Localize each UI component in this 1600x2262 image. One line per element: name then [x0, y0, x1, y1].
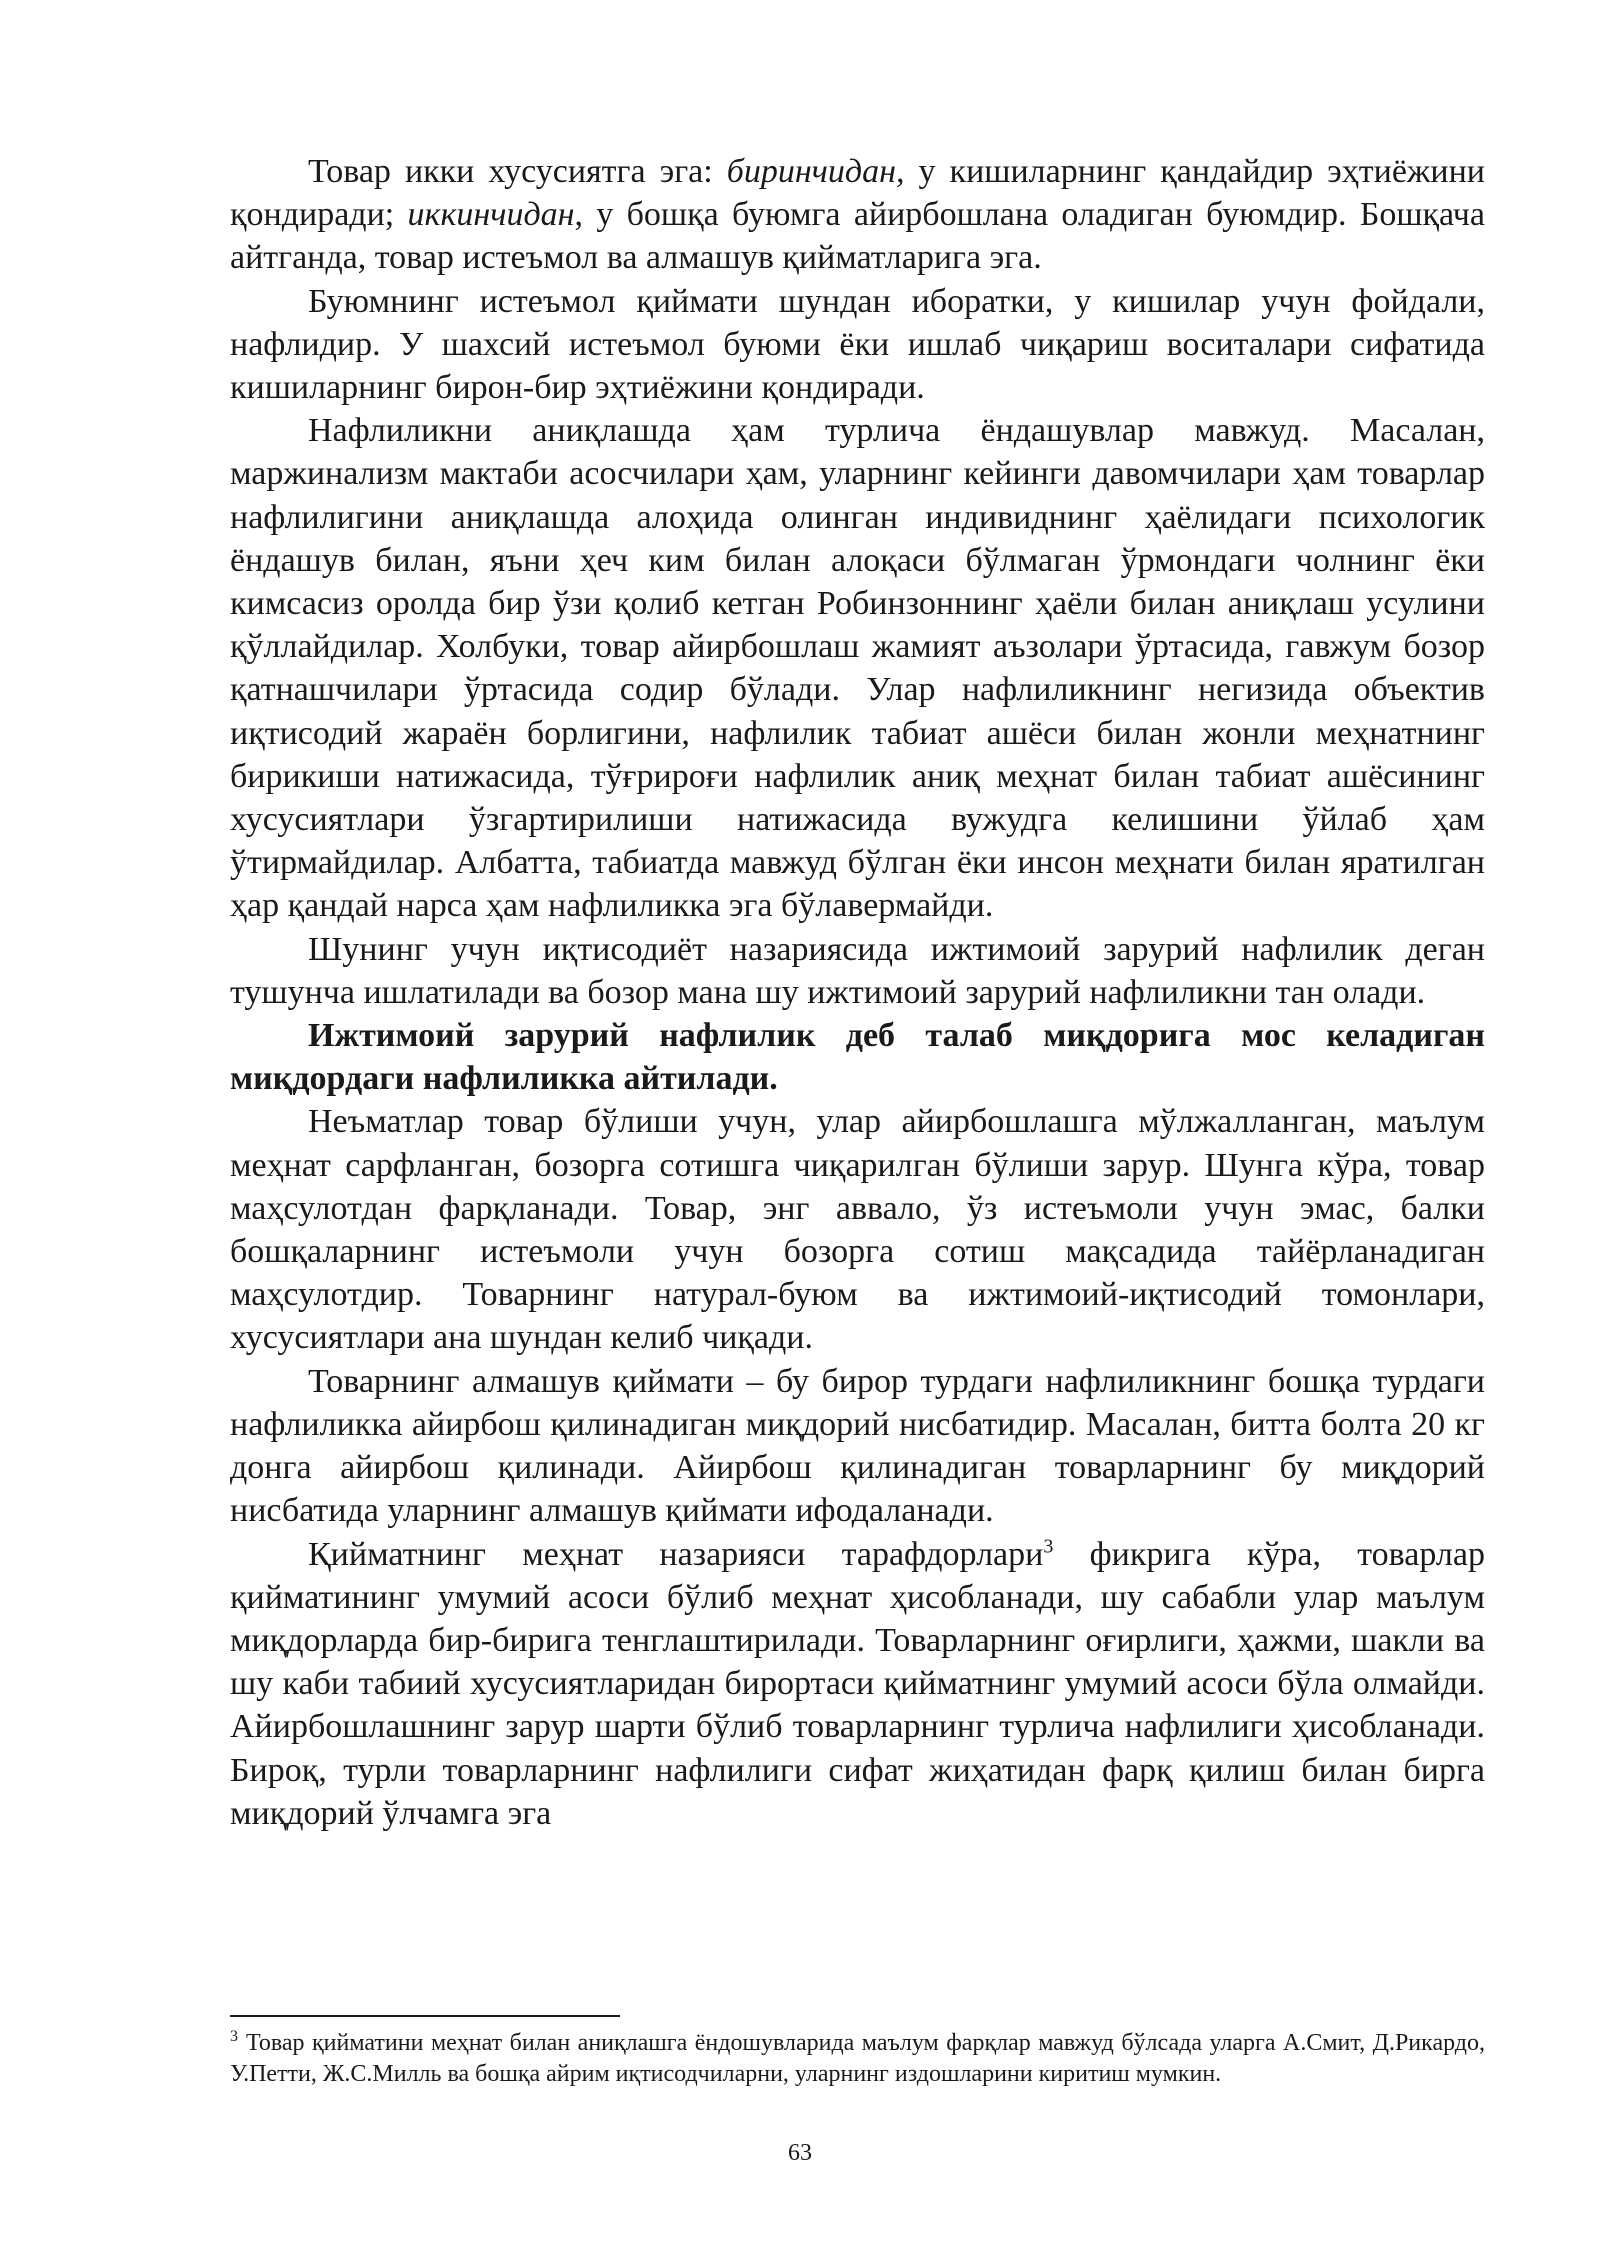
paragraph-8-part-b: фикрига кўра, товарлар қийматининг умумий асоси бўлиб меҳнат ҳисобланади, шу сабабли улар маълум миқдорларда бир-бирига тенглаштирилади. Товарларнинг оғирлиги, ҳажми, шакли ва шу каби табиий хусусиятларидан бирортаси қийматнинг умумий асоси бўла олмайди. Айирбошлашнинг зарур шарти бўлиб товарларнинг турлича нафлилиги ҳисобланади. Бироқ, турли товарларнинг нафлилиги сифат жиҳатидан фарқ қилиш билан бирга миқдорий ўлчамга эга [230, 1535, 1485, 1832]
paragraph-1-italic-first: биринчидан, [726, 153, 905, 190]
footnote-marker: 3 [230, 2028, 238, 2045]
definition-bold: Ижтимоий зарурий нафлилик деб талаб миқдорига мос келадиган миқдордаги нафлиликка айтилади. [230, 1017, 1485, 1098]
paragraph-8-part-a: Қийматнинг меҳнат назарияси тарафдорлари [308, 1535, 1044, 1573]
paragraph-4: Шунинг учун иқтисодиёт назариясида ижтимоий зарурий нафлилик деган тушунча ишлатилади ва бозор мана шу ижтимоий зарурий нафлиликни тан олади. [230, 930, 1485, 1011]
paragraph-1 [230, 150, 1485, 280]
page-number: 63 [788, 2140, 812, 2166]
paragraph-1-part-c: у кишиларнинг қандайдир эҳтиёжини қондиради; [230, 153, 1485, 234]
paragraph-1-part-a: Товар икки хусусиятга эга: [308, 153, 727, 190]
paragraph-2: Буюмнинг истеъмол қиймати шундан иборатки, у кишилар учун фойдали, нафлидир. У шахсий истеъмол буюми ёки ишлаб чиқариш воситалари сифатида кишиларнинг бирон-бир эҳтиёжини қондиради. [230, 282, 1485, 407]
footnote-text: Товар қийматини меҳнат билан аниқлашга ёндошувларида маълум фарқлар мавжуд бўлсада уларга А.Смит, Д.Рикардо, У.Петти, Ж.С.Милль ва бошқа айрим иқтисодчиларни, уларнинг издошларини киритиш мумкин. [230, 2030, 1485, 2087]
paragraph-6: Неъматлар товар бўлиши учун, улар айирбошлашга мўлжалланган, маълум меҳнат сарфланган, бозорга сотишга чиқарилган бўлиши зарур. Шунга кўра, товар маҳсулотдан фарқланади. Товар, энг аввало, ўз истеъмоли учун эмас, балки бошқаларнинг истеъмоли учун бозорга сотиш мақсадида тайёрланадиган маҳсулотдир. Товарнинг натурал-буюм ва ижтимоий-иқтисодий томонлари, хусусиятлари ана шундан келиб чиқади. [230, 1103, 1485, 1357]
footnote [230, 2028, 1485, 2090]
paragraph-3: Нафлиликни аниқлашда ҳам турлича ёндашувлар мавжуд. Масалан, маржинализм мактаби асосчилари ҳам, уларнинг кейинги давомчилари ҳам товарлар нафлилигини аниқлашда алоҳида олинган индивиднинг ҳаёлидаги психологик ёндашув билан, яъни ҳеч ким билан алоқаси бўлмаган ўрмондаги чолнинг ёки кимсасиз оролда бир ўзи қолиб кетган Робинзоннинг ҳаёли билан аниқлаш усулини қўллайдилар. Холбуки, товар айирбошлаш жамият аъзолари ўртасида, гавжум бозор қатнашчилари ўртасида содир бўлади. Улар нафлиликнинг негизида объектив иқтисодий жараён борлигини, нафлилик табиат ашёси билан жонли меҳнатнинг бирикиши натижасида, тўғрироғи нафлилик аниқ меҳнат билан табиат ашёсининг хусусиятлари ўзгартирилиши натижасида вужудга келишини ўйлаб ҳам ўтирмайдилар. Албатта, табиатда мавжуд бўлган ёки инсон меҳнати билан яратилган ҳар қандай нарса ҳам нафлиликка эга бўлавермайди. [230, 412, 1485, 925]
footnote-separator [230, 2015, 620, 2017]
paragraph-1-part-e: , у бошқа буюмга айирбошлана оладиган буюмдир. Бошқача айтганда, товар истеъмол ва алмашув қийматларига эга. [230, 196, 1485, 277]
body-text [230, 150, 1485, 1835]
paragraph-7: Товарнинг алмашув қиймати – бу бирор турдаги нафлиликнинг бошқа турдаги нафлиликка айирбош қилинадиган миқдорий нисбатидир. Масалан, битта болта 20 кг донга айирбош қилинади. Айирбош қилинадиган товарларнинг бу миқдорий нисбатида уларнинг алмашув қиймати ифодаланади. [230, 1362, 1485, 1530]
footnote-reference: 3 [1043, 1535, 1054, 1558]
paragraph-1-italic-second: иккинчидан [407, 196, 575, 234]
paragraph-8 [230, 1533, 1485, 1835]
